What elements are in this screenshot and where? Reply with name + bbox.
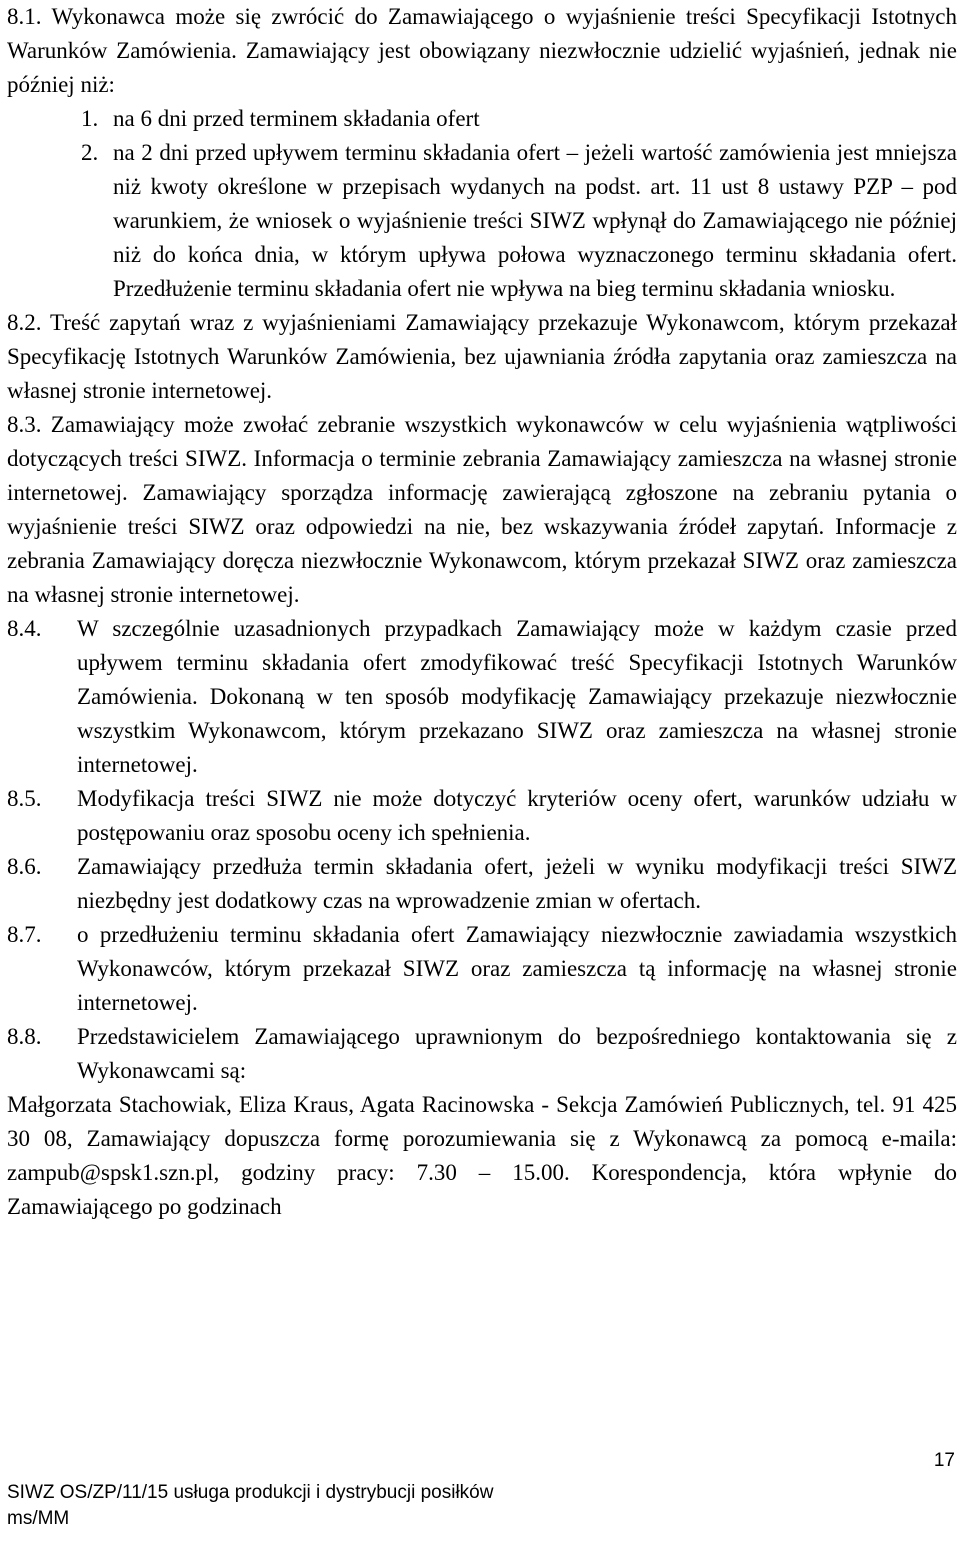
section-8-6 (7, 850, 957, 918)
footer-document-reference: SIWZ OS/ZP/11/15 usługa produkcji i dystrybucji posiłków (7, 1482, 494, 1503)
document-body (7, 0, 957, 1224)
section-text: Wykonawca może się zwrócić do Zamawiającego o wyjaśnienie treści Specyfikacji Istotnych Warunków Zamówienia. Zamawiający jest obowiązany niezwłocznie udzielić wyjaśnień, jednak nie później niż: (7, 4, 957, 97)
list-item-number: 2. (81, 140, 99, 165)
section-text: o przedłużeniu terminu składania ofert Zamawiający niezwłocznie zawiadamia wszystkich Wykonawców, którym przekazał SIWZ oraz zamieszcza tą informację na własnej stronie internetowej. (77, 922, 957, 1015)
list-item-text: na 2 dni przed upływem terminu składania ofert – jeżeli wartość zamówienia jest mniejsza niż kwoty określone w przepisach wydanych na podst. art. 11 ust 8 ustawy PZP – pod warunkiem, że wniosek o wyjaśnienie treści SIWZ wpłynął do Zamawiającego nie później niż do końca dnia, w którym upływa połowa wyznaczonego terminu składania ofert. Przedłużenie terminu składania ofert nie wpływa na bieg terminu składania wniosku. (113, 140, 957, 301)
section-number: 8.4. (7, 616, 42, 641)
section-number: 8.3. (7, 412, 42, 437)
section-8-2 (7, 306, 957, 408)
section-text: Zamawiający może zwołać zebranie wszystkich wykonawców w celu wyjaśnienia wątpliwości dotyczących treści SIWZ. Informacja o terminie zebrania Zamawiający zamieszcza na własnej stronie internetowej. Zamawiający sporządza informację zawierającą zgłoszone na zebraniu pytania o wyjaśnienie treści SIWZ oraz odpowiedzi na nie, bez wskazywania źródeł zapytań. Informacje z zebrania Zamawiający doręcza niezwłocznie Wykonawcom, którym przekazał SIWZ oraz zamieszcza na własnej stronie internetowej. (7, 412, 957, 607)
section-8-4 (7, 612, 957, 782)
list-item-number: 1. (81, 106, 99, 131)
section-text: Treść zapytań wraz z wyjaśnieniami Zamawiający przekazuje Wykonawcom, którym przekazał Specyfikację Istotnych Warunków Zamówienia, bez ujawniania źródła zapytania oraz zamieszcza na własnej stronie internetowej. (7, 310, 958, 403)
section-number: 8.1. (7, 4, 42, 29)
section-8-7 (7, 918, 957, 1020)
list-item (81, 102, 957, 136)
section-8-8 (7, 1020, 957, 1088)
contact-paragraph: Małgorzata Stachowiak, Eliza Kraus, Agata Racinowska - Sekcja Zamówień Publicznych, tel. 91 425 30 08, Zamawiający dopuszcza formę porozumiewania się z Wykonawcą za pomocą e-maila: zampub@spsk1.szn.pl, godziny pracy: 7.30 – 15.00. Korespondencja, która wpłynie do Zamawiającego po godzinach (7, 1092, 957, 1219)
section-number: 8.2. (7, 310, 42, 335)
section-text: W szczególnie uzasadnionych przypadkach Zamawiający może w każdym czasie przed upływem terminu składania ofert zmodyfikować treść Specyfikacji Istotnych Warunków Zamówienia. Dokonaną w ten sposób modyfikację Zamawiający przekazuje niezwłocznie wszystkim Wykonawcom, którym przekazano SIWZ oraz zamieszcza na własnej stronie internetowej. (77, 616, 957, 777)
section-number: 8.8. (7, 1024, 42, 1049)
section-number: 8.5. (7, 786, 42, 811)
list-item-text: na 6 dni przed terminem składania ofert (113, 106, 480, 131)
section-8-5 (7, 782, 957, 850)
list-item (81, 136, 957, 306)
section-text: Przedstawicielem Zamawiającego uprawnionym do bezpośredniego kontaktowania się z Wykonawcami są: (77, 1024, 957, 1083)
section-text: Modyfikacja treści SIWZ nie może dotyczyć kryteriów oceny ofert, warunków udziału w postępowaniu oraz sposobu oceny ich spełnienia. (77, 786, 957, 845)
section-8-1 (7, 0, 957, 102)
section-text: Zamawiający przedłuża termin składania ofert, jeżeli w wyniku modyfikacji treści SIWZ niezbędny jest dodatkowy czas na wprowadzenie zmian w ofertach. (77, 854, 957, 913)
section-8-3 (7, 408, 957, 612)
footer-initials: ms/MM (7, 1508, 70, 1529)
page-footer (7, 1480, 957, 1532)
section-number: 8.7. (7, 922, 42, 947)
section-number: 8.6. (7, 854, 42, 879)
page-number: 17 (933, 1450, 955, 1471)
